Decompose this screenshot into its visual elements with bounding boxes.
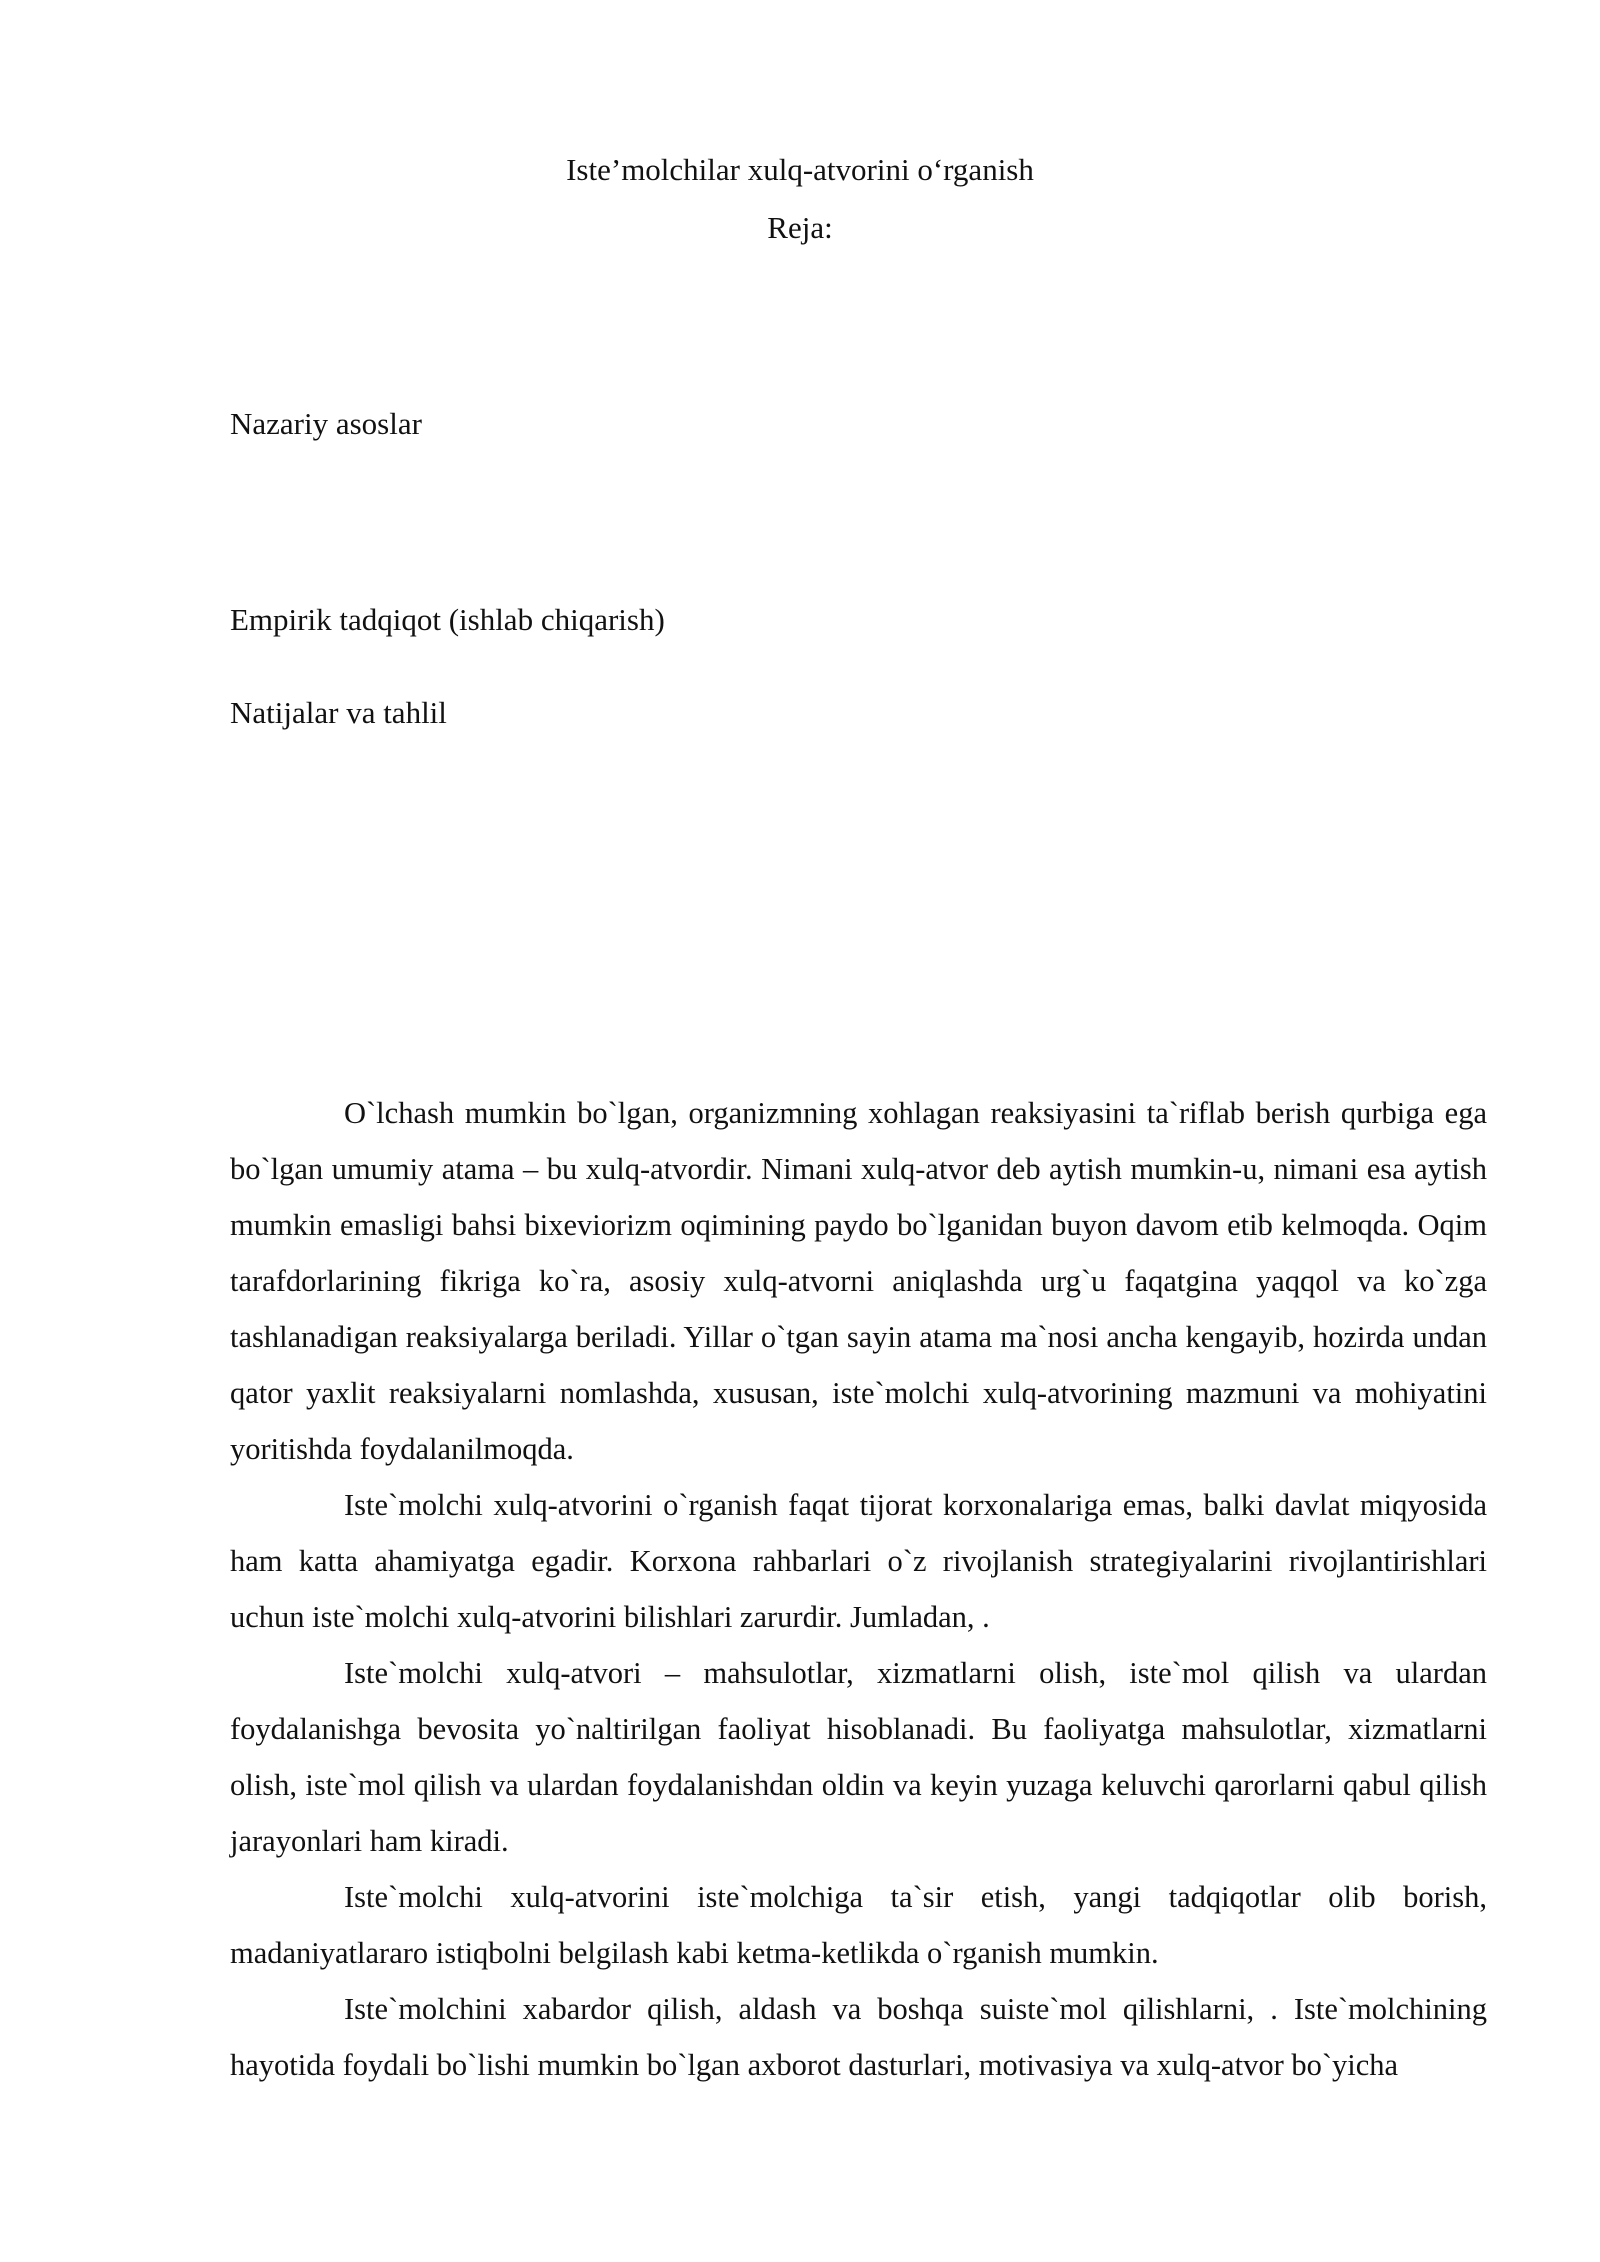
outline-item-empirical: Empirik tadqiqot (ishlab chiqarish) [230, 602, 665, 637]
paragraph: Iste`molchi xulq-atvorini iste`molchiga ta`sir etish, yangi tadqiqotlar olib borish, madaniyatlararo istiqbolni belgilash kabi ketma-ketlikda o`rganish mumkin. [230, 1880, 1487, 1970]
paragraph: Iste`molchi xulq-atvorini o`rganish faqat tijorat korxonalariga emas, balki davlat miqyosida ham katta ahamiyatga egadir. Korxona rahbarlari o`z rivojlanish strategiyalarini rivojlantirishlari uchun iste`molchi xulq-atvorini bilishlari zarurdir. Jumladan, . [230, 1488, 1487, 1634]
outline-item-results: Natijalar va tahlil [230, 695, 447, 730]
outline-item-theory: Nazariy asoslar [230, 406, 422, 441]
paragraph: Iste`molchi xulq-atvori – mahsulotlar, xizmatlarni olish, iste`mol qilish va ulardan foydalanishga bevosita yo`naltirilgan faoliyat hisoblanadi. Bu faoliyatga mahsulotlar, xizmatlarni olish, iste`mol qilish va ulardan foydalanishdan oldin va keyin yuzaga keluvchi qarorlarni qabul qilish jarayonlari ham kiradi. [230, 1656, 1487, 1858]
paragraph: Iste`molchini xabardor qilish, aldash va boshqa suiste`mol qilishlarni, . Iste`molchining hayotida foydali bo`lishi mumkin bo`lgan axborot dasturlari, motivasiya va xulq-atvor bo`yicha [230, 1992, 1487, 2082]
document-title: Iste’molchilar xulq-atvorini o‘rganish [566, 152, 1034, 187]
plan-heading: Reja: [767, 210, 833, 245]
paragraph: O`lchash mumkin bo`lgan, organizmning xohlagan reaksiyasini ta`riflab berish qurbiga ega bo`lgan umumiy atama – bu xulq-atvordir. Nimani xulq-atvor deb aytish mumkin-u, nimani esa aytish mumkin emasligi bahsi bixeviorizm oqimining paydo bo`lganidan buyon davom etib kelmoqda. Oqim tarafdorlarining fikriga ko`ra, asosiy xulq-atvorni aniqlashda urg`u faqatgina yaqqol va ko`zga tashlanadigan reaksiyalarga beriladi. Yillar o`tgan sayin atama ma`nosi ancha kengayib, hozirda undan qator yaxlit reaksiyalarni nomlashda, xususan, iste`molchi xulq-atvorining mazmuni va mohiyatini yoritishda foydalanilmoqda. [230, 1096, 1487, 1466]
body-text [230, 1085, 1487, 2093]
